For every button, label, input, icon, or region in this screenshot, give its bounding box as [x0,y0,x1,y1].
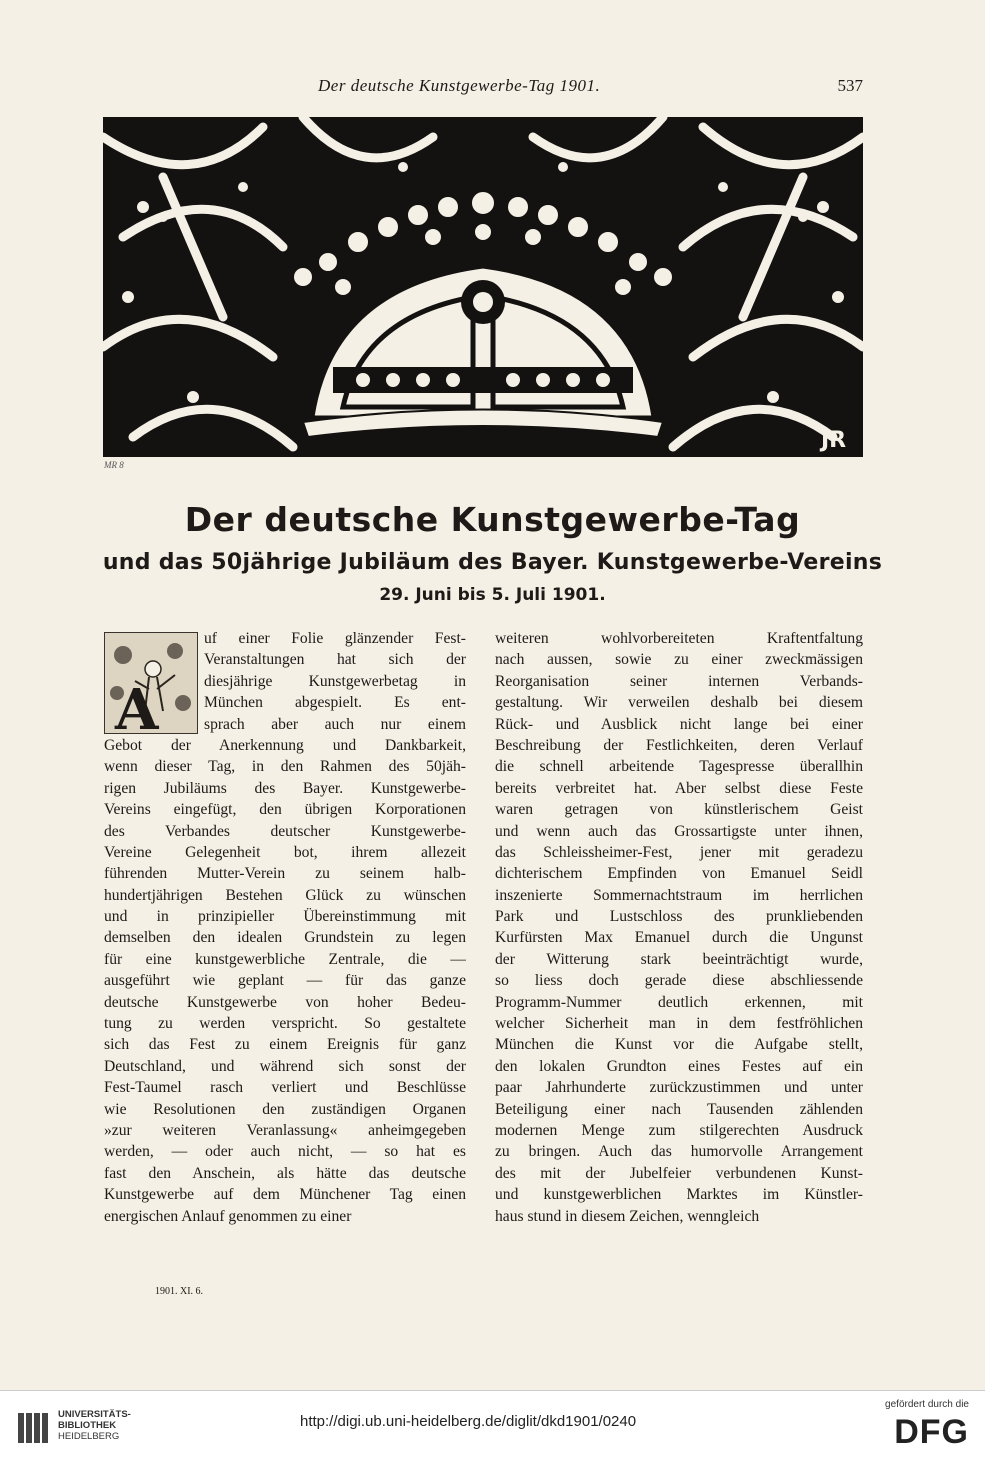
digital-library-footer [0,1390,985,1457]
text-line: und kunstgewerblichen Marktes im Künstler- [495,1186,863,1204]
library-name-line: BIBLIOTHEK [58,1420,117,1431]
text-line: dichterischem Empfinden von Emanuel Seidl [495,865,863,883]
text-line: Beteiligung einer nach Tausenden zählenden [495,1100,863,1118]
text-line: und in prinzipieller Übereinstimmung mit [104,908,466,926]
text-line: die schnell arbeitende Tagespresse überallhin [495,758,863,776]
text-line: so liess doch gerade diese abschliessende [495,972,863,990]
text-line: bereits verbreitet hat. Aber selbst diese Feste [495,779,863,797]
text-line: modernen Menge zum stilgerechten Ausdruck [495,1121,863,1139]
text-line: Park und Lustschloss des prunkliebenden [495,908,863,926]
text-line: und wenn auch das Grossartigste unter ihnen, [495,822,863,840]
text-line: weiteren wohlvorbereiteten Kraftentfaltung [495,630,863,647]
text-line: »zur weiteren Veranlassung« anheimgegeben [104,1121,466,1139]
text-line: haus stund in diesem Zeichen, wenngleich [495,1207,760,1225]
text-line: wie Resolutionen den zuständigen Organen [104,1100,466,1118]
text-line: fast den Anschein, als hätte das deutsche [104,1164,466,1182]
text-line: waren getragen von künstlerischem Geist [495,801,863,819]
text-line: für eine kunstgewerbliche Zentrale, die — [104,950,466,968]
text-line: energischen Anlauf genommen zu einer [104,1207,352,1225]
library-name-line: HEIDELBERG [58,1431,120,1442]
text-line: der Witterung stark beeinträchtigt wurde, [495,950,863,968]
text-line: Gebot der Anerkennung und Dankbarkeit, [104,736,466,754]
funding-caption: gefördert durch die [885,1399,969,1410]
text-line: uf einer Folie glänzender Fest- [204,630,466,647]
text-line: München die Kunst vor die Aufgabe stellt, [495,1036,863,1054]
page-number: 537 [837,76,863,95]
decorative-banner-illustration [103,117,863,457]
article-dates: 29. Juni bis 5. Juli 1901. [379,585,606,605]
text-line: sich das Fest zu einem Ereignis für ganz [104,1036,466,1054]
text-line: inszenierte Sommernachtstraum im herrlichen [495,886,863,904]
text-line: Kunstgewerbe auf dem Münchener Tag einen [104,1186,466,1204]
text-line: wenn dieser Tag, in den Rahmen des 50jäh- [104,758,466,776]
text-line: Programm-Nummer deutlich erkennen, mit [495,993,863,1011]
text-line: das Schleissheimer-Fest, jener mit geradezu [495,843,863,861]
text-line: Veranstaltungen hat sich der [204,651,466,669]
text-line: Rück- und Ausblick nicht lange bei einer [495,715,863,733]
running-title: Der deutsche Kunstgewerbe-Tag 1901. [318,76,601,95]
text-line: paar Jahrhunderte zurückzustimmen und unter [495,1079,863,1097]
text-line: führenden Mutter-Verein zu seinem halb- [104,865,466,883]
text-line: rigen Jubiläums des Bayer. Kunstgewerbe- [104,779,466,797]
text-line: Reorganisation seiner internen Verbands- [495,672,863,690]
text-line: Fest-Taumel rasch verliert und Beschlüsse [104,1079,466,1097]
text-line: welcher Sicherheit man in dem festfröhlichen [495,1015,863,1033]
crown-motif [303,267,663,437]
right-text-column [495,628,863,1227]
university-library-logo-icon [16,1411,50,1445]
text-line: tung zu werden verspricht. So gestaltete [104,1015,466,1033]
text-line: deutsche Kunstgewerbe von hoher Bedeu- [104,993,466,1011]
left-text-column [104,628,466,1227]
text-line: München abgespielt. Es ent- [204,694,466,712]
folio-signature: 1901. XI. 6. [155,1286,204,1297]
article-title: Der deutsche Kunstgewerbe-Tag [184,500,801,539]
text-line: nach aussen, sowie zu einer zweckmässigen [495,651,863,669]
text-line: hundertjährigen Bestehen Glück zu wünschen [104,886,466,904]
artist-signature: JR [821,428,847,453]
text-line: zu bringen. Auch das humorvolle Arrangement [495,1143,863,1161]
text-line: werden, — oder auch nicht, — so hat es [104,1143,466,1161]
text-line: des Verbandes deutscher Kunstgewerbe- [104,822,466,840]
text-line: Kurfürsten Max Emanuel durch die Ungunst [495,929,863,947]
text-line: Vereins eingefügt, den übrigen Korporationen [104,801,466,819]
text-line: Vereine Gelegenheit bot, ihrem allezeit [104,843,466,861]
text-line: ausgeführt wie geplant — für das ganze [104,972,466,990]
library-name [58,1409,131,1442]
artist-monogram: MR 8 [104,460,124,470]
text-line: Deutschland, und während sich sonst der [104,1057,466,1075]
text-line: Beschreibung der Festlichkeiten, deren Verlauf [495,736,863,754]
permalink-url[interactable]: http://digi.ub.uni-heidelberg.de/diglit/dkd1901/0240 [300,1413,637,1430]
banner-artwork [103,117,863,457]
text-line: demselben den idealen Grundstein zu legen [104,929,466,947]
dfg-logo: DFG [894,1413,969,1451]
text-line: diesjährige Kunstgewerbetag in [204,672,466,690]
text-line: gestaltung. Wir verweilen deshalb bei diesem [495,694,863,712]
library-name-line: UNIVERSITÄTS- [58,1409,131,1420]
dropcap-letter: A [115,677,159,733]
text-line: den lokalen Grundton eines Festes auf ein [495,1057,863,1075]
text-line: sprach aber auch nur einem [204,715,466,733]
text-line: des mit der Jubelfeier verbundenen Kunst- [495,1164,863,1182]
article-subtitle: und das 50jährige Jubiläum des Bayer. Kunstgewerbe-Vereins [102,550,883,575]
